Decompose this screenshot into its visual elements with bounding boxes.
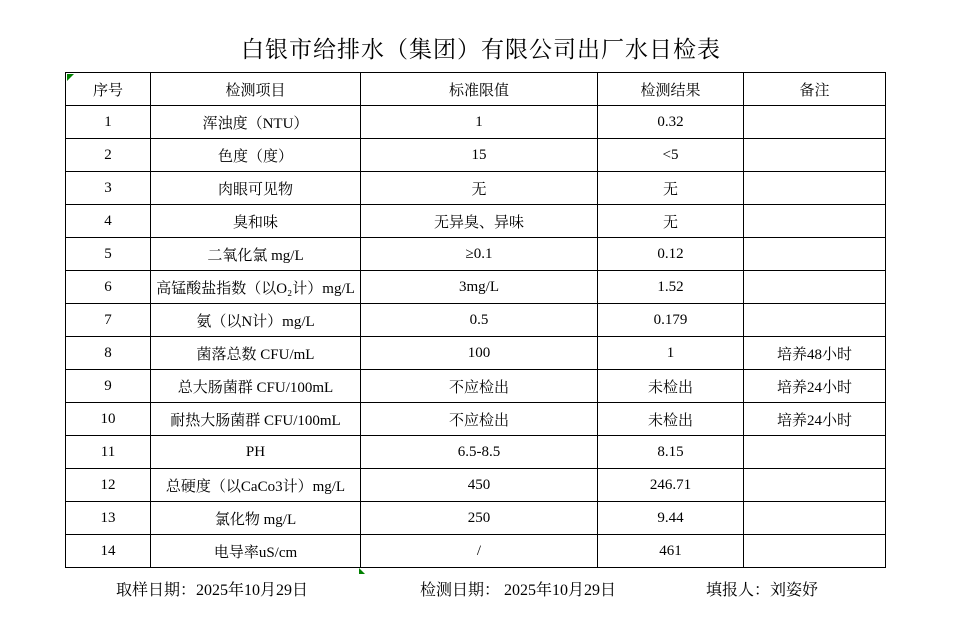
cell-limit: / — [361, 535, 598, 568]
cell-remark — [744, 469, 886, 502]
cell-item: 总硬度（以CaCo3计）mg/L — [151, 469, 361, 502]
header-limit: 标准限值 — [361, 73, 598, 106]
cell-seq: 7 — [66, 304, 151, 337]
table-row — [66, 337, 886, 370]
page-title: 白银市给排水（集团）有限公司出厂水日检表 — [241, 37, 721, 62]
inspection-table — [65, 72, 886, 568]
header-row — [66, 73, 886, 106]
cell-item: PH — [151, 436, 361, 469]
cell-seq: 10 — [66, 403, 151, 436]
header-result: 检测结果 — [598, 73, 744, 106]
cell-result: 未检出 — [598, 370, 744, 403]
cell-limit: 1 — [361, 106, 598, 139]
cell-limit: 100 — [361, 337, 598, 370]
cell-remark — [744, 271, 886, 304]
cell-seq: 13 — [66, 502, 151, 535]
table-row — [66, 469, 886, 502]
cell-result: 0.179 — [598, 304, 744, 337]
header-item: 检测项目 — [151, 73, 361, 106]
cell-seq: 3 — [66, 172, 151, 205]
cell-seq: 6 — [66, 271, 151, 304]
cell-remark — [744, 172, 886, 205]
cell-seq: 4 — [66, 205, 151, 238]
table-row — [66, 403, 886, 436]
cell-result: 未检出 — [598, 403, 744, 436]
table-row — [66, 238, 886, 271]
cell-result: <5 — [598, 139, 744, 172]
cell-result: 8.15 — [598, 436, 744, 469]
table-row — [66, 205, 886, 238]
cell-remark — [744, 205, 886, 238]
table-row — [66, 172, 886, 205]
cell-limit: 250 — [361, 502, 598, 535]
cell-limit: ≥0.1 — [361, 238, 598, 271]
cell-item: 高锰酸盐指数（以O₂计）mg/L — [151, 271, 361, 304]
cell-seq: 14 — [66, 535, 151, 568]
cell-item: 菌落总数 CFU/mL — [151, 337, 361, 370]
header-seq: 序号 — [66, 73, 151, 106]
sampling-date: 取样日期：2025年10月29日 — [116, 582, 309, 599]
cell-remark — [744, 106, 886, 139]
cell-limit: 0.5 — [361, 304, 598, 337]
cell-seq: 8 — [66, 337, 151, 370]
cell-result: 0.32 — [598, 106, 744, 139]
cell-limit: 不应检出 — [361, 370, 598, 403]
cell-limit: 15 — [361, 139, 598, 172]
cell-limit: 6.5-8.5 — [361, 436, 598, 469]
testing-date: 检测日期： 2025年10月29日 — [420, 582, 617, 599]
cell-seq: 5 — [66, 238, 151, 271]
table-row — [66, 502, 886, 535]
table-row — [66, 271, 886, 304]
cell-remark — [744, 535, 886, 568]
cell-limit: 3mg/L — [361, 271, 598, 304]
cell-limit: 无 — [361, 172, 598, 205]
cell-result: 1.52 — [598, 271, 744, 304]
cell-result: 0.12 — [598, 238, 744, 271]
table-row — [66, 370, 886, 403]
cell-seq: 11 — [66, 436, 151, 469]
cell-remark — [744, 139, 886, 172]
cell-result: 461 — [598, 535, 744, 568]
cell-seq: 1 — [66, 106, 151, 139]
cell-item: 电导率uS/cm — [151, 535, 361, 568]
cell-item: 氯化物 mg/L — [151, 502, 361, 535]
cell-remark — [744, 304, 886, 337]
cell-remark — [744, 238, 886, 271]
cell-result: 无 — [598, 172, 744, 205]
cell-limit: 无异臭、异味 — [361, 205, 598, 238]
cell-seq: 12 — [66, 469, 151, 502]
table-row — [66, 304, 886, 337]
cell-item: 肉眼可见物 — [151, 172, 361, 205]
cell-item: 总大肠菌群 CFU/100mL — [151, 370, 361, 403]
cell-remark — [744, 436, 886, 469]
cell-seq: 2 — [66, 139, 151, 172]
cell-bottom-marker-icon — [359, 568, 365, 574]
table-row — [66, 535, 886, 568]
cell-item: 臭和味 — [151, 205, 361, 238]
header-remark: 备注 — [744, 73, 886, 106]
cell-remark: 培养24小时 — [744, 403, 886, 436]
cell-corner-marker-icon — [67, 74, 74, 81]
cell-seq: 9 — [66, 370, 151, 403]
cell-item: 耐热大肠菌群 CFU/100mL — [151, 403, 361, 436]
table-body — [66, 106, 886, 568]
cell-limit: 不应检出 — [361, 403, 598, 436]
cell-result: 无 — [598, 205, 744, 238]
cell-result: 246.71 — [598, 469, 744, 502]
cell-result: 1 — [598, 337, 744, 370]
table-header — [66, 73, 886, 106]
cell-result: 9.44 — [598, 502, 744, 535]
cell-item: 二氧化氯 mg/L — [151, 238, 361, 271]
cell-item: 氨（以N计）mg/L — [151, 304, 361, 337]
cell-remark — [744, 502, 886, 535]
cell-remark: 培养24小时 — [744, 370, 886, 403]
table-row — [66, 436, 886, 469]
reporter-name: 填报人：刘姿妤 — [706, 582, 819, 599]
cell-remark: 培养48小时 — [744, 337, 886, 370]
cell-limit: 450 — [361, 469, 598, 502]
cell-item: 浑浊度（NTU） — [151, 106, 361, 139]
cell-item: 色度（度） — [151, 139, 361, 172]
table-row — [66, 139, 886, 172]
table-row — [66, 106, 886, 139]
